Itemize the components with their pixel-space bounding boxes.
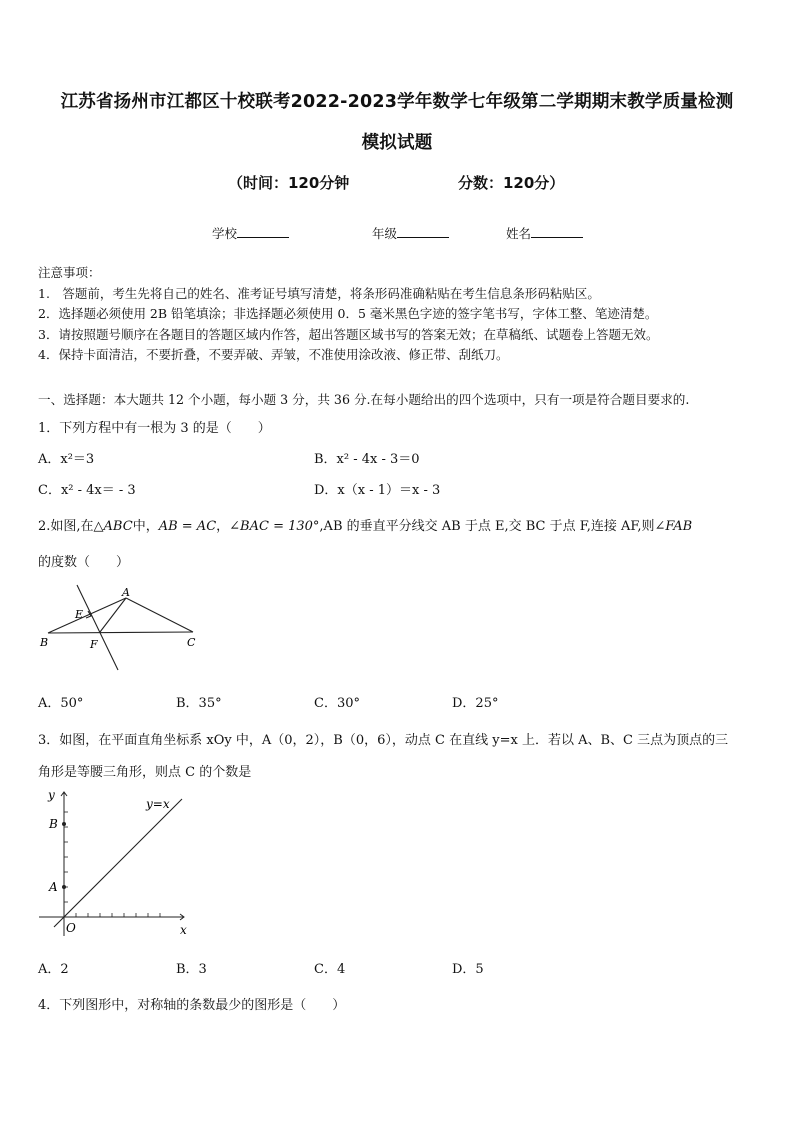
section-heading: 一、选择题：本大题共 12 个小题，每小题 3 分，共 36 分.在每小题给出的四个选项中，只有一项是符合题目要求的. xyxy=(38,392,690,407)
x-ticks xyxy=(76,913,160,917)
y-axis-label: y xyxy=(48,788,55,802)
grade-field[interactable] xyxy=(372,224,449,242)
label-f: F xyxy=(90,638,98,651)
q2-eq1: AB = AC xyxy=(158,519,217,534)
line-y-equals-x xyxy=(54,799,182,927)
note-item: 3．请按照题号顺序在各题目的答题区域内作答，超出答题区域书写的答案无效；在草稿纸、试题卷上答题无效。 xyxy=(38,326,659,342)
q3-option-a[interactable]: A．2 xyxy=(38,962,69,977)
q3-option-b[interactable]: B．3 xyxy=(176,962,207,977)
q2-triangle: △ABC xyxy=(93,519,133,534)
q2-option-c[interactable]: C．30° xyxy=(314,696,360,711)
q3-option-d[interactable]: D．5 xyxy=(452,962,484,977)
q3-coordinate-figure xyxy=(34,784,196,944)
exam-score: 分数：120分） xyxy=(458,174,565,192)
school-blank[interactable] xyxy=(237,225,289,238)
q2-angle: ∠FAB xyxy=(654,519,693,534)
q2-stem-part3: ,AB 的垂直平分线交 AB 于点 E,交 BC 于点 F,连接 AF,则 xyxy=(319,519,655,534)
q3-stem-line2: 角形是等腰三角形，则点 C 的个数是 xyxy=(38,765,252,780)
notes-block xyxy=(38,263,658,366)
page-title-line1: 江苏省扬州市江都区十校联考2022-2023学年数学七年级第二学期期末教学质量检测 xyxy=(60,92,734,112)
point-a xyxy=(62,885,66,889)
q2-option-b[interactable]: B．35° xyxy=(176,696,222,711)
segment-ab xyxy=(48,598,126,633)
q1-option-d[interactable]: D．x（x - 1）＝x - 3 xyxy=(314,483,441,498)
segment-ac xyxy=(126,598,193,632)
note-item: 2．选择题必须使用 2B 铅笔填涂；非选择题必须使用 0．5 毫米黑色字迹的签字笔书写，字体工整、笔迹清楚。 xyxy=(38,306,658,321)
label-e: E xyxy=(75,608,84,621)
q2-eq2: ∠BAC = 130° xyxy=(229,519,320,534)
q3-stem-line1: 3．如图，在平面直角坐标系 xOy 中，A（0，2），B（0，6），动点 C 在直线 y=x 上．若以 A、B、C 三点为顶点的三 xyxy=(38,733,729,748)
q2-option-d[interactable]: D．25° xyxy=(452,696,499,711)
school-label: 学校 xyxy=(212,226,238,241)
q1-option-b[interactable]: B．x² - 4x - 3＝0 xyxy=(314,452,420,467)
q2-stem-line2: 的度数（ ） xyxy=(38,555,130,570)
label-b: B xyxy=(40,636,49,649)
grade-label: 年级 xyxy=(372,226,398,241)
note-item: 1. 答题前，考生先将自己的姓名、准考证号填写清楚，将条形码准确粘贴在考生信息条形码粘贴区。 xyxy=(38,285,600,301)
origin-label: O xyxy=(66,921,76,935)
point-b-label: B xyxy=(49,817,58,831)
q2-option-a[interactable]: A．50° xyxy=(38,696,84,711)
exam-time: （时间：120分钟 xyxy=(228,174,350,192)
name-label: 姓名 xyxy=(506,226,532,241)
notes-heading: 注意事项： xyxy=(38,265,101,280)
school-field[interactable] xyxy=(212,224,289,242)
name-field[interactable] xyxy=(506,224,583,242)
note-item: 4．保持卡面清洁，不要折叠，不要弄破、弄皱，不准使用涂改液、修正带、刮纸刀。 xyxy=(38,347,509,362)
q2-comma: ， xyxy=(216,519,230,534)
perpendicular-bisector xyxy=(77,585,118,670)
label-c: C xyxy=(187,636,196,649)
q2-triangle-figure xyxy=(36,584,206,676)
segment-bc xyxy=(48,632,193,633)
x-axis-label: x xyxy=(180,923,187,937)
q1-option-a[interactable]: A．x²＝3 xyxy=(38,452,95,467)
page-title-line2: 模拟试题 xyxy=(361,133,433,153)
point-a-label: A xyxy=(49,880,58,894)
segment-af xyxy=(100,598,126,632)
point-b xyxy=(62,822,66,826)
q1-stem: 1．下列方程中有一根为 3 的是（ ） xyxy=(38,421,271,436)
q4-stem: 4．下列图形中，对称轴的条数最少的图形是（ ） xyxy=(38,998,346,1013)
line-label: y=x xyxy=(146,797,170,811)
grade-blank[interactable] xyxy=(397,225,449,238)
label-a: A xyxy=(122,586,130,599)
q2-stem-part1: 2.如图,在 xyxy=(38,519,94,534)
q3-option-c[interactable]: C．4 xyxy=(314,962,346,977)
name-blank[interactable] xyxy=(531,225,583,238)
q1-option-c[interactable]: C．x² - 4x＝ - 3 xyxy=(38,483,136,498)
q2-stem-part2: 中， xyxy=(132,519,159,534)
q2-stem xyxy=(38,515,692,534)
